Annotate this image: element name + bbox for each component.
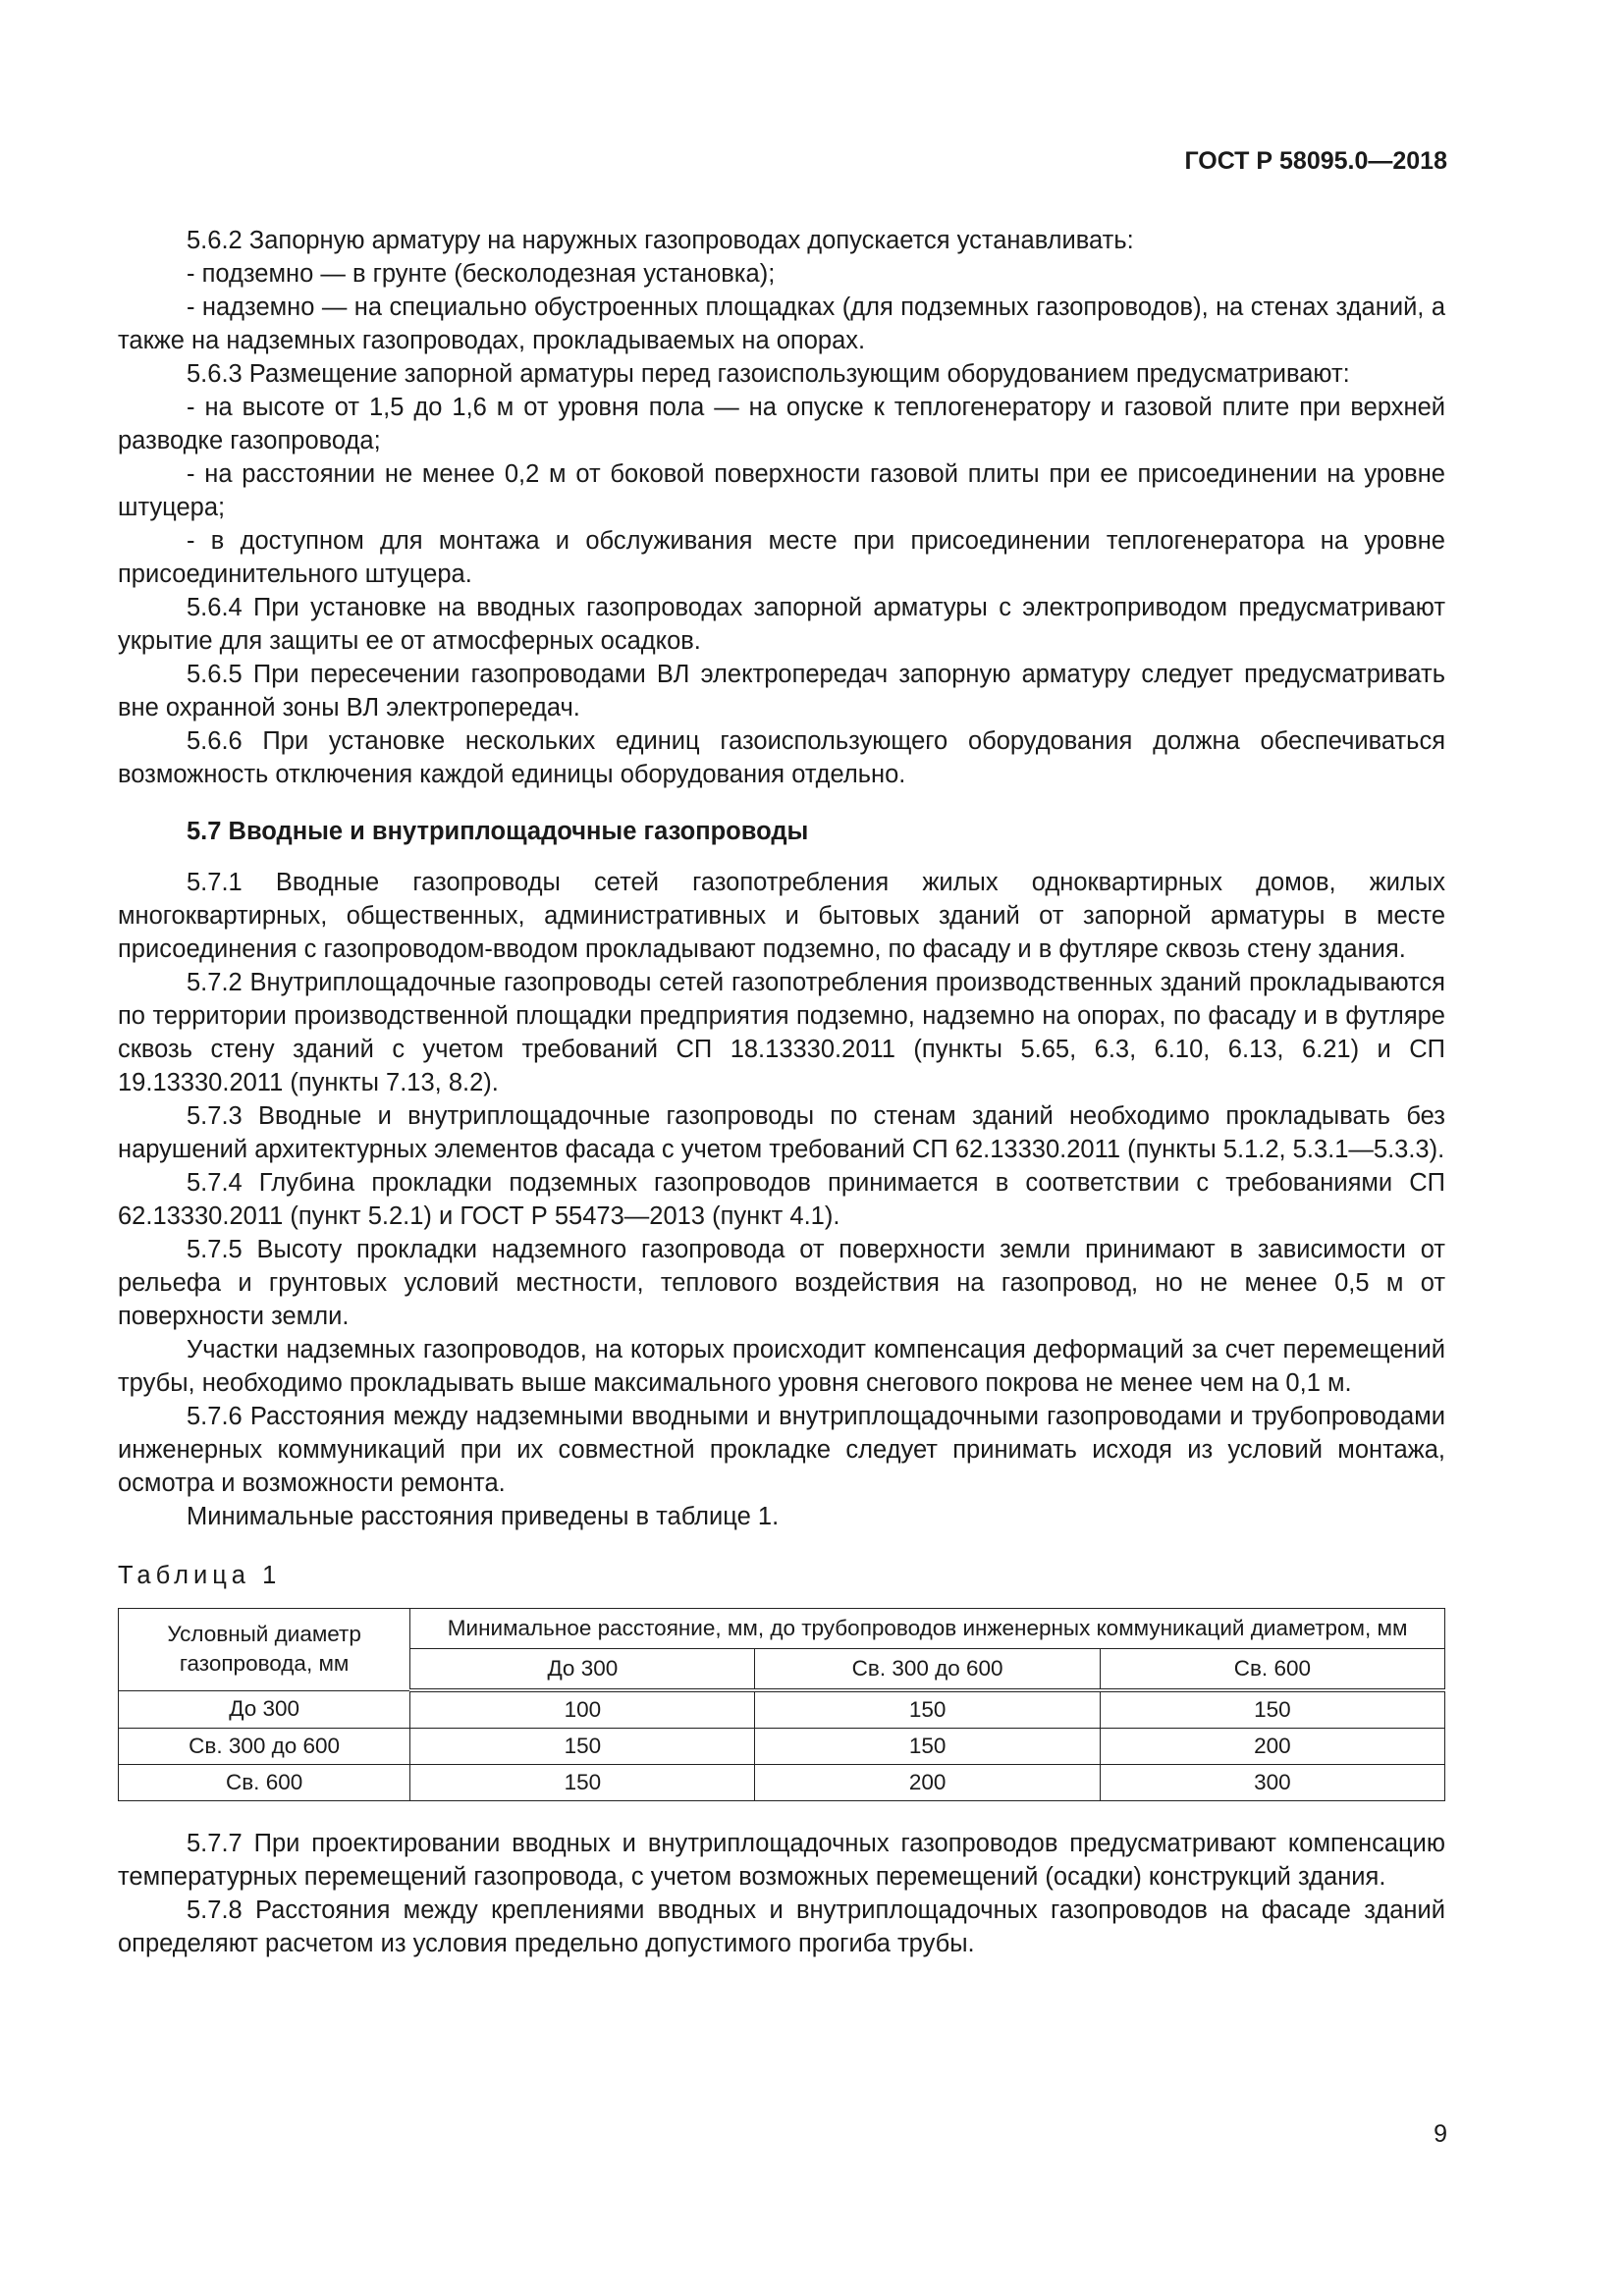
paragraph: - в доступном для монтажа и обслуживания месте при присоединении теплогенератора на уровне присоединительного штуцера. [118, 527, 1445, 588]
table-cell: 150 [410, 1765, 755, 1801]
paragraph: - надземно — на специально обустроенных площадках (для подземных газопроводов), на стенах зданий, а также на надземных газопроводах, прокладываемых на опорах. [118, 294, 1445, 354]
paragraph: Участки надземных газопроводов, на которых происходит компенсация деформаций за счет перемещений трубы, необходимо прокладывать выше максимального уровня снегового покрова не менее чем на 0,1 м. [118, 1336, 1445, 1397]
document-body [118, 224, 1445, 1960]
paragraph: - на высоте от 1,5 до 1,6 м от уровня пола — на опуске к теплогенератору и газовой плите при верхней разводке газопровода; [118, 394, 1445, 454]
table-cell: Св. 300 до 600 [119, 1729, 410, 1765]
paragraph: 5.6.2 Запорную арматуру на наружных газопроводах допускается устанавливать: [187, 227, 1134, 254]
paragraph: 5.7.5 Высоту прокладки надземного газопровода от поверхности земли принимают в зависимости от рельефа и грунтовых условий местности, теплового воздействия на газопровод, но не менее 0,5 м от поверхности земли. [118, 1236, 1445, 1330]
table-cell: 150 [755, 1729, 1100, 1765]
paragraph: 5.7.2 Внутриплощадочные газопроводы сетей газопотребления производственных зданий прокладываются по территории производственной площадки предприятия подземно, надземно на опорах, по фасаду и в футляре сквозь стену зданий с учетом требований СП 18.13330.2011 (пункты 5.65, 6.3, 6.10, 6.13, 6.21) и СП 19.13330.2011 (пункты 7.13, 8.2). [118, 969, 1445, 1096]
distance-table [118, 1608, 1445, 1801]
table-cell: 100 [410, 1690, 755, 1729]
document-code-header: ГОСТ Р 58095.0—2018 [1184, 147, 1447, 175]
table-caption: Таблица 1 [118, 1562, 282, 1589]
paragraph: 5.6.5 При пересечении газопроводами ВЛ электропередач запорную арматуру следует предусматривать вне охранной зоны ВЛ электропередач. [118, 661, 1445, 721]
paragraph: Минимальные расстояния приведены в таблице 1. [187, 1503, 780, 1530]
page-number: 9 [1434, 2120, 1447, 2148]
table-header-diameter: Условный диаметр газопровода, мм [119, 1609, 410, 1691]
paragraph: - на расстоянии не менее 0,2 м от боковой поверхности газовой плиты при ее присоединении на уровне штуцера; [118, 460, 1445, 521]
table-row [119, 1690, 1445, 1729]
paragraph: 5.7.4 Глубина прокладки подземных газопроводов принимается в соответствии с требованиями СП 62.13330.2011 (пункт 5.2.1) и ГОСТ Р 55473—2013 (пункт 4.1). [118, 1169, 1445, 1230]
table-cell: До 300 [119, 1690, 410, 1729]
paragraph: 5.6.4 При установке на вводных газопроводах запорной арматуры с электроприводом предусматривают укрытие для защиты ее от атмосферных осадков. [118, 594, 1445, 655]
table-row [119, 1765, 1445, 1801]
table-cell: 150 [755, 1690, 1100, 1729]
table-cell: 300 [1100, 1765, 1444, 1801]
table-subheader: До 300 [410, 1649, 755, 1691]
section-heading: 5.7 Вводные и внутриплощадочные газопроводы [187, 818, 809, 845]
table-cell: 150 [410, 1729, 755, 1765]
paragraph: 5.7.3 Вводные и внутриплощадочные газопроводы по стенам зданий необходимо прокладывать без нарушений архитектурных элементов фасада с учетом требований СП 62.13330.2011 (пункты 5.1.2, 5.3.1—5.3.3). [118, 1102, 1445, 1163]
table-cell: Св. 600 [119, 1765, 410, 1801]
paragraph: 5.7.7 При проектировании вводных и внутриплощадочных газопроводов предусматривают компенсацию температурных перемещений газопровода, с учетом возможных перемещений (осадки) конструкций здания. [118, 1830, 1445, 1891]
table-subheader: Св. 600 [1100, 1649, 1444, 1691]
paragraph: 5.7.8 Расстояния между креплениями вводных и внутриплощадочных газопроводов на фасаде зданий определяют расчетом из условия предельно допустимого прогиба трубы. [118, 1896, 1445, 1957]
table-cell: 150 [1100, 1690, 1444, 1729]
table-row [119, 1729, 1445, 1765]
table-cell: 200 [755, 1765, 1100, 1801]
paragraph: - подземно — в грунте (бесколодезная установка); [187, 260, 776, 288]
paragraph: 5.7.6 Расстояния между надземными вводными и внутриплощадочными газопроводами и трубопроводами инженерных коммуникаций при их совместной прокладке следует принимать исходя из условий монтажа, осмотра и возможности ремонта. [118, 1403, 1445, 1497]
table-subheader: Св. 300 до 600 [755, 1649, 1100, 1691]
paragraph: 5.7.1 Вводные газопроводы сетей газопотребления жилых одноквартирных домов, жилых многоквартирных, общественных, административных и бытовых зданий от запорной арматуры в месте присоединения с газопроводом-вводом прокладывают подземно, по фасаду и в футляре сквозь стену здания. [118, 869, 1445, 963]
table-header-group: Минимальное расстояние, мм, до трубопроводов инженерных коммуникаций диаметром, мм [410, 1609, 1445, 1649]
paragraph: 5.6.3 Размещение запорной арматуры перед газоиспользующим оборудованием предусматривают: [187, 360, 1350, 388]
table-cell: 200 [1100, 1729, 1444, 1765]
paragraph: 5.6.6 При установке нескольких единиц газоиспользующего оборудования должна обеспечиваться возможность отключения каждой единицы оборудования отдельно. [118, 727, 1445, 788]
